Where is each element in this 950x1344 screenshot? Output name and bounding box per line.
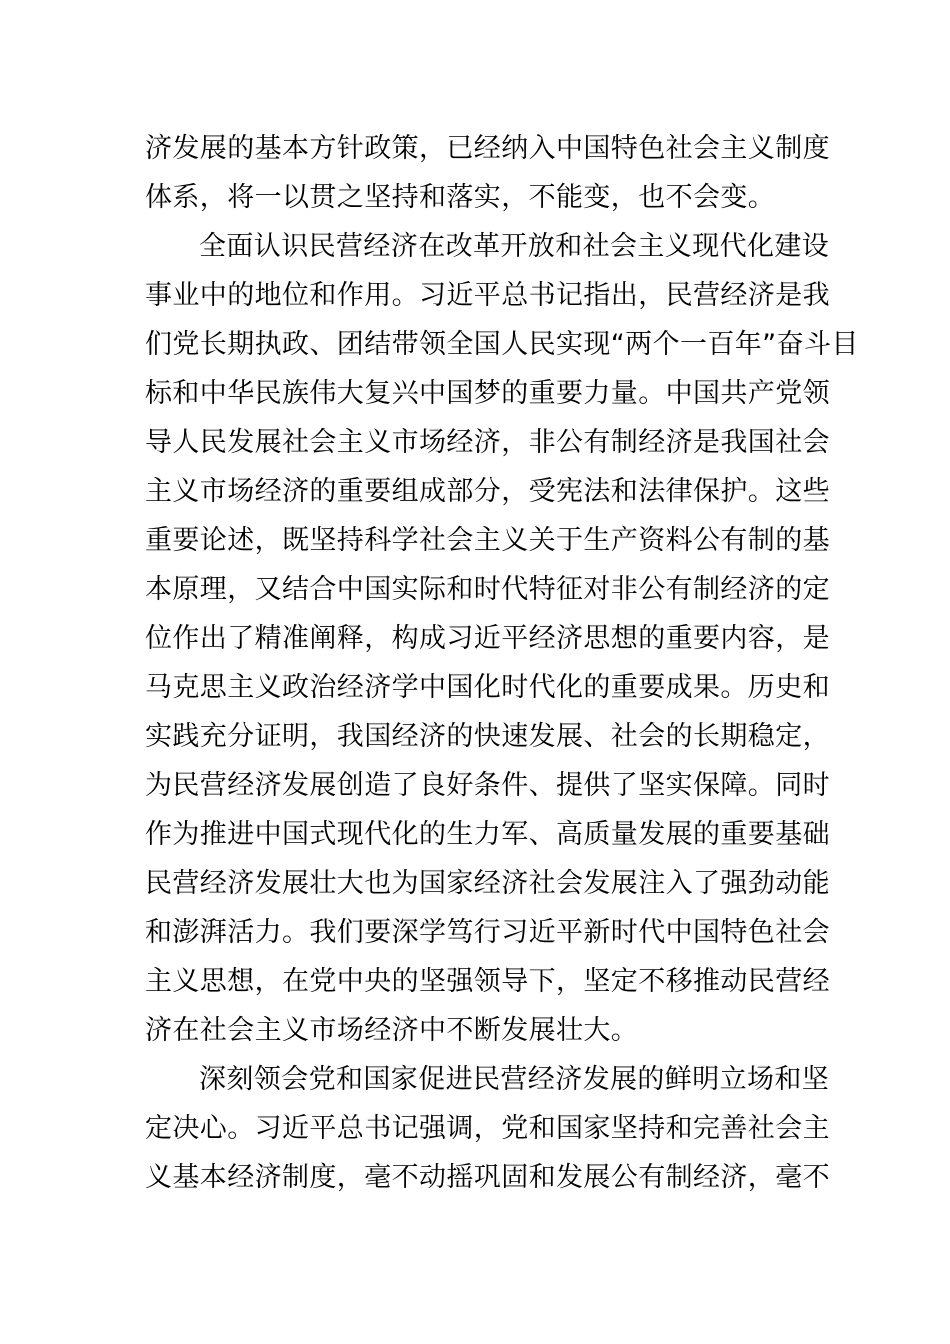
paragraph-role-line-17: 济在社会主义市场经济中不断发展壮大。 bbox=[145, 1015, 639, 1046]
paragraph-role-line-5: 导人民发展社会主义市场经济，非公有制经济是我国社会 bbox=[145, 427, 830, 458]
paragraph-role-line-9: 位作出了精准阐释，构成习近平经济思想的重要内容，是 bbox=[145, 623, 830, 654]
paragraph-role-line-16: 主义思想，在党中央的坚强领导下，坚定不移推动民营经 bbox=[145, 966, 830, 997]
paragraph-role-line-4: 标和中华民族伟大复兴中国梦的重要力量。中国共产党领 bbox=[145, 378, 830, 409]
paragraph-role-line-11: 实践充分证明，我国经济的快速发展、社会的长期稳定， bbox=[145, 721, 830, 752]
paragraph-role-line-3: 们党长期执政、团结带领全国人民实现“两个一百年”奋斗目 bbox=[145, 329, 859, 360]
paragraph-role-line-6: 主义市场经济的重要组成部分，受宪法和法律保护。这些 bbox=[145, 476, 830, 507]
paragraph-role-line-15: 和澎湃活力。我们要深学笃行习近平新时代中国特色社会 bbox=[145, 917, 830, 948]
body-text bbox=[145, 124, 859, 1202]
paragraph-resolve-line-2: 定决心。习近平总书记强调，党和国家坚持和完善社会主 bbox=[145, 1113, 830, 1144]
paragraph-role-line-2: 事业中的地位和作用。习近平总书记指出，民营经济是我 bbox=[145, 280, 830, 311]
paragraph-role-line-12: 为民营经济发展创造了良好条件、提供了坚实保障。同时 bbox=[145, 770, 830, 801]
paragraph-role-line-1: 全面认识民营经济在改革开放和社会主义现代化建设 bbox=[199, 231, 830, 262]
paragraph-resolve-line-1: 深刻领会党和国家促进民营经济发展的鲜明立场和坚 bbox=[199, 1064, 830, 1095]
paragraph-role-line-10: 马克思主义政治经济学中国化时代化的重要成果。历史和 bbox=[145, 672, 830, 703]
paragraph-role-line-8: 本原理，又结合中国实际和时代特征对非公有制经济的定 bbox=[145, 574, 830, 605]
paragraph-role-line-7: 重要论述，既坚持科学社会主义关于生产资料公有制的基 bbox=[145, 525, 830, 556]
paragraph-resolve-line-3: 义基本经济制度，毫不动摇巩固和发展公有制经济，毫不 bbox=[145, 1162, 830, 1193]
paragraph-continuation-line-1: 济发展的基本方针政策，已经纳入中国特色社会主义制度 bbox=[145, 133, 830, 164]
paragraph-role-line-14: 民营经济发展壮大也为国家经济社会发展注入了强劲动能 bbox=[145, 868, 830, 899]
paragraph-continuation-line-2: 体系，将一以贯之坚持和落实，不能变，也不会变。 bbox=[145, 182, 776, 213]
paragraph-role-line-13: 作为推进中国式现代化的生力军、高质量发展的重要基础 bbox=[145, 819, 830, 850]
